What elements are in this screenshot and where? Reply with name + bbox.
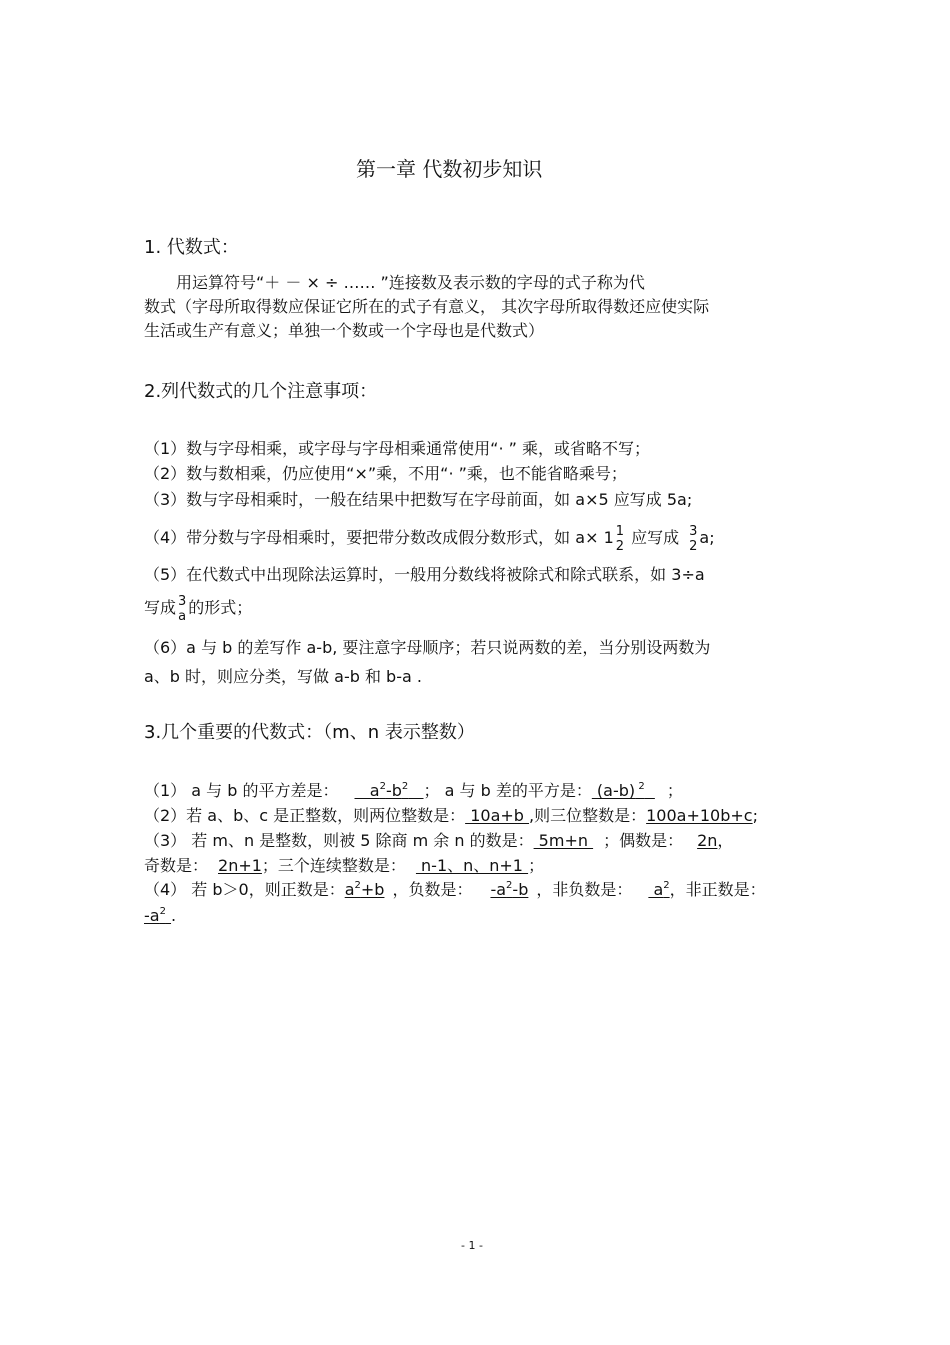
formula-line-2: （2）若 a、b、c 是正整数，则两位整数是： 10a+b ,则三位整数是：100a+10b+c; (144, 806, 758, 825)
formula-line-1: （1） a 与 b 的平方差是： $a^2-b^2$ ； a 与 b 差的平方是： (a-b) $^2$ ； (144, 781, 683, 800)
rule-item-1: （1）数与字母相乘，或字母与字母相乘通常使用“· ” 乘，或省略不写； (144, 439, 651, 458)
rule-item-5: （5）在代数式中出现除法运算时，一般用分数线将被除式和除式联系，如 3÷a (144, 565, 705, 584)
rule-item-3: （3）数与字母相乘时，一般在结果中把数写在字母前面，如 a×5 应写成 5a; (144, 490, 693, 509)
formula-line-4: （4） 若 b＞0，则正数是：$a^2+b$ ，负数是： $-a^2-b$ ，非负数是： $a^2$，非正数是： (144, 880, 766, 899)
rule-item-4: （4）带分数与字母相乘时，要把带分数改成假分数形式，如 a× 1 1 2 应写成 3 2 a; (144, 523, 715, 554)
section1-para-line1: 用运算符号“＋ － × ÷ …… ”连接数及表示数的字母的式子称为代 (176, 273, 645, 292)
section1-para-line2: 数式（字母所取得数应保证它所在的式子有意义， 其次字母所取得数还应使实际 (144, 297, 710, 316)
answer-division-remainder: 5m+n (533, 831, 594, 850)
answer-non-negative: $a^2$ (648, 880, 670, 899)
page-number: - 1 - (461, 1239, 483, 1252)
formula-line-4-cont: $-a^2$ . (144, 906, 177, 925)
answer-square-of-difference: (a-b) $^2$ (591, 781, 645, 800)
page-title: 第一章 代数初步知识 (356, 157, 543, 181)
section1-heading: 1. 代数式： (144, 237, 239, 258)
rule-item-6-cont: a、b 时，则应分类，写做 a-b 和 b-a . (144, 667, 422, 686)
section2-heading: 2.列代数式的几个注意事项： (144, 381, 378, 402)
rule-item-6: （6）a 与 b 的差写作 a-b, 要注意字母顺序；若只说两数的差，当分别设两数为 (144, 638, 711, 657)
section3-heading: 3.几个重要的代数式：（m、n 表示整数） (144, 722, 475, 743)
improper-fraction: 3 2 (689, 523, 698, 554)
rule-item-2: （2）数与数相乘，仍应使用“×”乘，不用“· ”乘，也不能省略乘号； (144, 464, 627, 483)
rule-item-5-cont: 写成 3 a 的形式； (144, 593, 253, 624)
answer-difference-of-squares: $a^2-b^2$ (354, 781, 409, 800)
answer-three-digit: 100a+10b+c (646, 806, 753, 825)
answer-two-digit: 10a+b (465, 806, 530, 825)
fraction-3-over-a: 3 a (178, 593, 187, 624)
answer-even: 2n (697, 831, 718, 850)
rule-item-4-text: （4）带分数与字母相乘时，要把带分数改成假分数形式，如 a× 1 (144, 528, 614, 547)
section1-para-line3: 生活或生产有意义；单独一个数或一个字母也是代数式） (144, 321, 545, 340)
answer-odd: 2n+1 (218, 856, 262, 875)
formula-line-3: （3） 若 m、n 是整数，则被 5 除商 m 余 n 的数是： 5m+n ；偶数是： 2n， (144, 831, 734, 850)
mixed-fraction: 1 2 (615, 523, 625, 554)
answer-non-positive: $-a^2$ (144, 906, 166, 925)
formula-line-3-cont: 奇数是： 2n+1；三个连续整数是： n-1、n、n+1 ； (144, 856, 545, 875)
answer-positive: $a^2+b$ (344, 880, 385, 899)
answer-negative: $-a^2-b$ (490, 880, 529, 899)
answer-consecutive: n-1、n、n+1 (415, 856, 529, 875)
